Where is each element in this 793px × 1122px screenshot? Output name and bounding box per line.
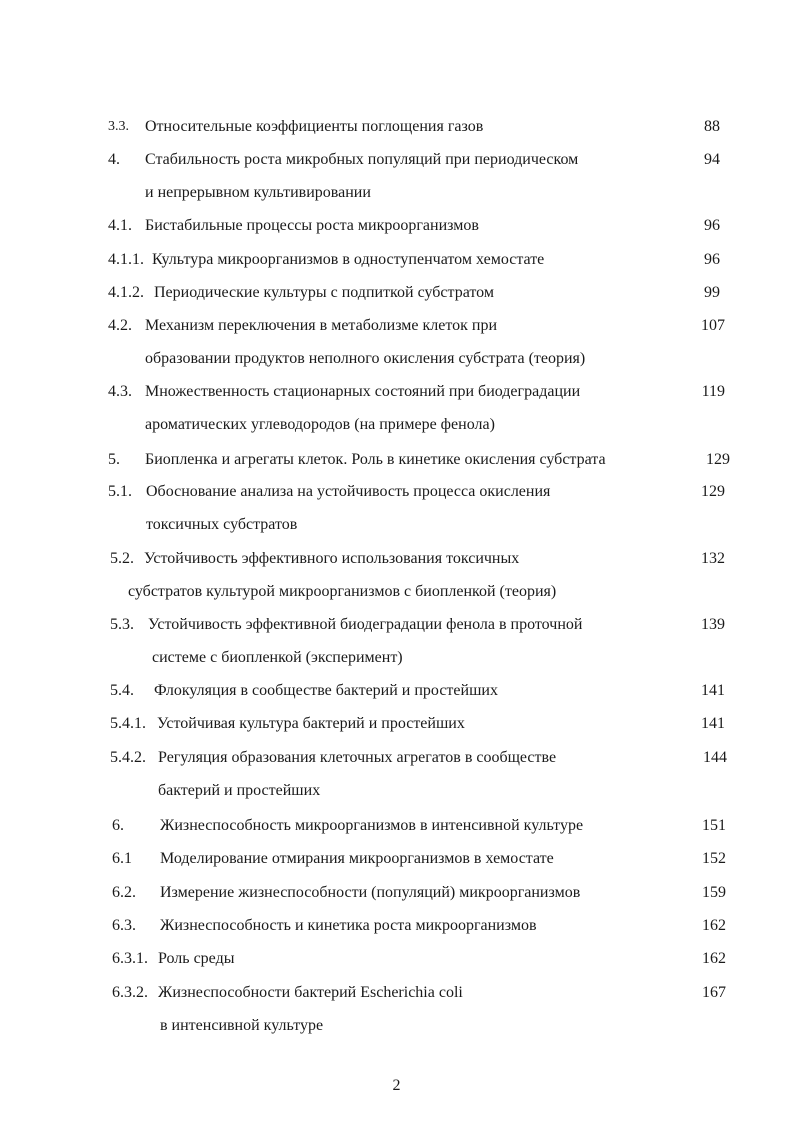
toc-number: 5. — [108, 451, 120, 468]
toc-number: 4.3. — [108, 383, 132, 400]
toc-number: 6.3.2. — [112, 984, 148, 1001]
toc-page-number: 167 — [702, 984, 726, 1001]
toc-title: Биопленка и агрегаты клеток. Роль в кинетике окисления субстрата — [145, 451, 606, 468]
toc-page-number: 139 — [701, 616, 725, 633]
toc-title: Устойчивость эффективной биодеградации фенола в проточной — [148, 616, 583, 633]
toc-page-number: 96 — [704, 251, 720, 268]
toc-number: 5.2. — [110, 550, 134, 567]
toc-title: Жизнеспособность микроорганизмов в интенсивной культуре — [160, 817, 584, 834]
toc-page-number: 151 — [702, 817, 726, 834]
toc-number: 5.4.2. — [110, 749, 146, 766]
toc-title: Относительные коэффициенты поглощения газов — [145, 118, 484, 135]
toc-title: Устойчивость эффективного использования токсичных — [144, 550, 520, 567]
toc-page-number: 99 — [704, 284, 720, 301]
toc-number: 6.1 — [112, 850, 132, 867]
toc-page-number: 107 — [701, 317, 725, 334]
toc-title: Бистабильные процессы роста микроорганизмов — [145, 217, 479, 234]
toc-title: Моделирование отмирания микроорганизмов в хемостате — [160, 850, 554, 867]
toc-number: 4. — [108, 151, 120, 168]
toc-page-number: 88 — [704, 118, 720, 135]
toc-page-number: 141 — [701, 682, 725, 699]
toc-page-number: 159 — [702, 884, 726, 901]
toc-title: Измерение жизнеспособности (популяций) микроорганизмов — [160, 884, 581, 901]
toc-title-continuation: ароматических углеводородов (на примере фенола) — [145, 416, 495, 433]
toc-page-number: 132 — [701, 550, 725, 567]
toc-number: 6.3.1. — [112, 950, 148, 967]
toc-page-number: 96 — [704, 217, 720, 234]
toc-page-number: 162 — [702, 917, 726, 934]
toc-number: 4.1. — [108, 217, 132, 234]
toc-title: Периодические культуры с подпиткой субстратом — [154, 284, 494, 301]
toc-title-continuation: бактерий и простейших — [158, 782, 321, 799]
toc-page-number: 129 — [701, 483, 725, 500]
toc-number: 4.2. — [108, 317, 132, 334]
toc-number: 5.1. — [108, 483, 132, 500]
toc-number: 4.1.2. — [108, 284, 144, 301]
toc-title: Устойчивая культура бактерий и простейших — [157, 715, 465, 732]
toc-title: Культура микроорганизмов в одноступенчатом хемостате — [152, 251, 545, 268]
toc-title: Жизнеспособность и кинетика роста микроорганизмов — [160, 917, 537, 934]
toc-number: 5.4. — [110, 682, 134, 699]
toc-title: Роль среды — [158, 950, 235, 967]
toc-title-continuation: субстратов культурой микроорганизмов с биопленкой (теория) — [128, 583, 557, 600]
toc-number: 4.1.1. — [108, 251, 144, 268]
toc-title-continuation: токсичных субстратов — [146, 516, 298, 533]
page-number-footer: 2 — [392, 1077, 401, 1094]
toc-page-number: 119 — [701, 383, 725, 400]
toc-page-number: 94 — [704, 151, 720, 168]
toc-number: 5.4.1. — [110, 715, 146, 732]
toc-page-number: 129 — [706, 451, 730, 468]
toc-page-number: 162 — [702, 950, 726, 967]
toc-page-number: 141 — [701, 715, 725, 732]
toc-number: 6. — [112, 817, 124, 834]
toc-page-number: 152 — [702, 850, 726, 867]
toc-title-continuation: образовании продуктов неполного окисления субстрата (теория) — [145, 350, 586, 367]
toc-title: Регуляция образования клеточных агрегатов в сообществе — [158, 749, 557, 766]
toc-title: Множественность стационарных состояний при биодеградации — [145, 383, 581, 400]
toc-number: 6.2. — [112, 884, 136, 901]
toc-title-continuation: и непрерывном культивировании — [145, 184, 371, 201]
toc-title-continuation: системе с биопленкой (эксперимент) — [152, 649, 403, 666]
toc-title: Механизм переключения в метаболизме клеток при — [145, 317, 498, 334]
toc-number: 6.3. — [112, 917, 136, 934]
toc-title-continuation: в интенсивной культуре — [160, 1017, 324, 1034]
toc-page-number: 144 — [703, 749, 727, 766]
toc-title: Обоснование анализа на устойчивость процесса окисления — [146, 483, 551, 500]
toc-title: Жизнеспособности бактерий Escherichia coli — [158, 984, 463, 1001]
toc-title: Стабильность роста микробных популяций при периодическом — [145, 151, 579, 168]
toc-number: 3.3. — [108, 119, 129, 134]
toc-title: Флокуляция в сообществе бактерий и простейших — [154, 682, 498, 699]
toc-number: 5.3. — [110, 616, 134, 633]
